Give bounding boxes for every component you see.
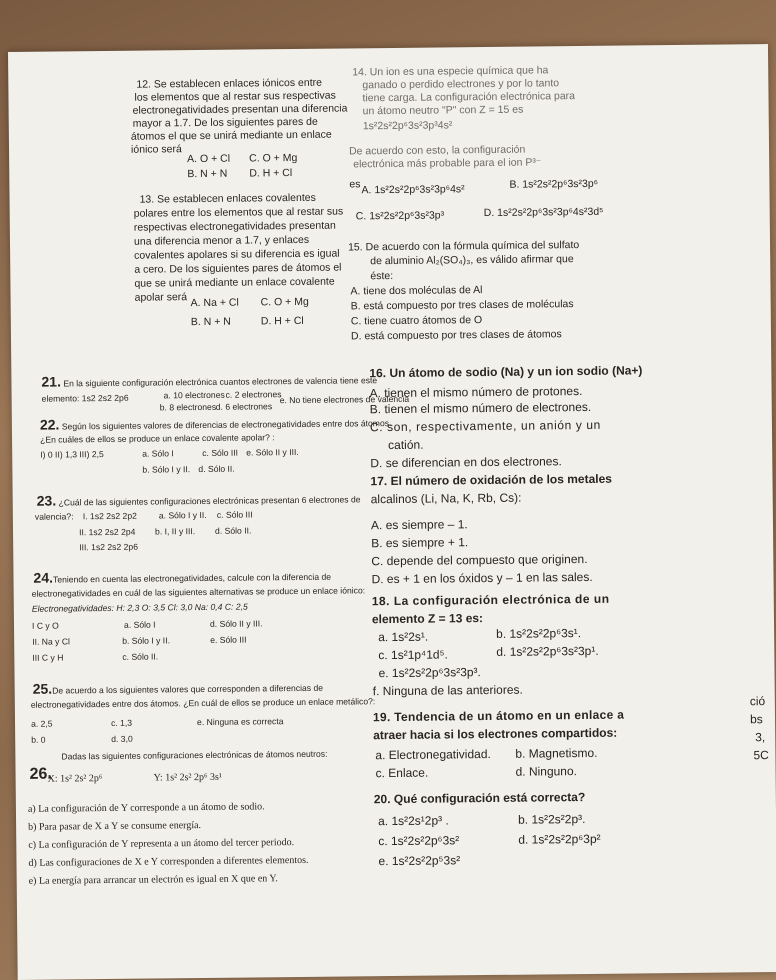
q22-values: I) 0 II) 1,3 III) 2,5 bbox=[40, 449, 104, 460]
worksheet-page bbox=[8, 44, 776, 980]
q26-option-d: d) Las configuraciones de X e Y corresponden a diferentes elementos. bbox=[28, 854, 309, 869]
q17-option-a: A. es siempre – 1. bbox=[370, 517, 468, 533]
q23-config-iii: III. 1s2 2s2 2p6 bbox=[79, 541, 139, 553]
q24-option-c: c. Sólo II. bbox=[122, 651, 159, 662]
q14-option-c: C. 1s²2s²2p⁶3s²3p³ bbox=[355, 209, 445, 223]
q24-stem: Teniendo en cuenta las electronegatividades, calcule con la diferencia de bbox=[52, 571, 332, 585]
q26-option-c: c) La configuración de Y representa a un átomo del tercer periodo. bbox=[28, 837, 295, 851]
q14-line: ganado o perdido electrones y por lo tanto bbox=[362, 77, 560, 92]
q24-option-a: a. Sólo I bbox=[123, 619, 156, 630]
q22-option-e: e. Sólo II y III. bbox=[246, 446, 299, 458]
q25-option-b: b. 0 bbox=[31, 734, 46, 745]
q21-stem-2: elemento: 1s2 2s2 2p6 bbox=[41, 392, 129, 404]
q13-option-d: D. H + Cl bbox=[260, 314, 304, 328]
q26-config-y: Y: 1s² 2s² 2p⁶ 3s¹ bbox=[153, 771, 222, 784]
q15-option-a: A. tiene dos moléculas de Al bbox=[350, 284, 483, 298]
q12-line: mayor a 1.7. De los siguientes pares de bbox=[132, 115, 318, 130]
q13-line: que se unirá mediante un enlace covalente bbox=[134, 275, 335, 290]
q15-option-b: B. está compuesto por tres clases de moléculas bbox=[350, 298, 574, 313]
q14-line: un átomo neutro "P" con Z = 15 es bbox=[362, 103, 524, 118]
q18-title-2: elemento Z = 13 es: bbox=[371, 611, 484, 627]
q23-config-ii: II. 1s2 2s2 2p4 bbox=[78, 526, 136, 538]
q25-option-e: e. Ninguna es correcta bbox=[196, 716, 284, 728]
q16-title: 16. Un átomo de sodio (Na) y un ion sodio (Na+) bbox=[369, 363, 643, 381]
q13-line: una diferencia menor a 1.7, y enlaces bbox=[133, 233, 310, 248]
q25-stem-2: electronegatividades entre dos átomos. ¿En cuál de ellos se produce un enlace metálico?: bbox=[30, 696, 376, 710]
q24-pair-ii: II. Na y Cl bbox=[32, 636, 70, 647]
q12-option-b: B. N + N bbox=[187, 167, 228, 181]
q20-option-b: b. 1s²2s²2p³. bbox=[517, 811, 586, 827]
q12-line: electronegatividades presentan una diferencia bbox=[132, 102, 348, 117]
q14-option-b: B. 1s²2s²2p⁶3s²3p⁶ bbox=[509, 177, 599, 191]
q21-option-d: d. 6 electrones bbox=[215, 401, 273, 412]
q23-stem-2: valencia?: bbox=[34, 511, 74, 522]
q23-config-i: I. 1s2 2s2 2p2 bbox=[82, 510, 137, 522]
q24-option-e: e. Sólo III bbox=[210, 634, 247, 645]
q16-option-d: D. se diferencian en dos electrones. bbox=[370, 454, 562, 471]
q14-line: tiene carga. La configuración electrónica para bbox=[362, 90, 576, 105]
q18-option-c: c. 1s²1p⁴1d⁵. bbox=[378, 647, 448, 663]
q13-line: polares entre los elementos que al restar sus bbox=[133, 205, 344, 220]
q22-option-a: a. Sólo I bbox=[142, 448, 174, 459]
q21-option-c: c. 2 electrones bbox=[225, 389, 282, 400]
q14-option-d: D. 1s²2s²2p⁶3s²3p⁶4s²3d⁵ bbox=[483, 205, 604, 220]
q18-title: 18. La configuración electrónica de un bbox=[371, 591, 610, 609]
q20-option-a: a. 1s²2s¹2p³ . bbox=[378, 813, 449, 829]
q18-option-e: e. 1s²2s²2p⁶3s²3p³. bbox=[378, 665, 481, 681]
q25-option-c: c. 1,3 bbox=[110, 717, 133, 728]
q12-option-c: C. O + Mg bbox=[249, 151, 298, 165]
q15-line: 15. De acuerdo con la fórmula química del sulfato bbox=[348, 239, 580, 254]
q14-lead: De acuerdo con esto, la configuración bbox=[348, 143, 526, 158]
q22-option-d: d. Sólo II. bbox=[198, 463, 235, 475]
q26-stem: Dadas las siguientes configuraciones electrónicas de átomos neutros: bbox=[61, 748, 328, 762]
margin-fragment: ció bbox=[749, 694, 766, 709]
q14-line: 1s²2s²2p⁶3s²3p³4s² bbox=[362, 119, 453, 133]
q21-option-a: a. 10 electrones bbox=[163, 389, 225, 401]
q15-line: éste: bbox=[370, 269, 394, 283]
q16-option-c: C. son, respectivamente, un anión y un bbox=[369, 417, 601, 435]
q24-stem-2: electronegatividades en cuál de las siguientes alternativas se produce un enlace iónico: bbox=[31, 585, 366, 599]
q13-line: respectivas electronegatividades presentan bbox=[133, 219, 336, 234]
q22-stem: Según los siguientes valores de diferencias de electronegatividades entre dos átomos. bbox=[61, 418, 392, 432]
q20-option-e: e. 1s²2s²2p⁵3s² bbox=[378, 853, 461, 869]
q16-option-c-cont: catión. bbox=[388, 437, 424, 453]
q13-line: covalentes apolares si su diferencia es igual bbox=[134, 247, 340, 262]
q20-title: 20. Qué configuración está correcta? bbox=[373, 789, 586, 807]
q23-number: 23. bbox=[36, 492, 57, 509]
q19-option-b: b. Magnetismo. bbox=[515, 745, 598, 761]
q17-option-d: D. es + 1 en los óxidos y – 1 en las sales. bbox=[371, 569, 593, 587]
q21-option-e: e. No tiene electrones de valencia bbox=[279, 393, 410, 406]
q12-line: 12. Se establecen enlaces iónicos entre bbox=[136, 76, 323, 91]
q18-option-a: a. 1s²2s¹. bbox=[378, 629, 429, 645]
q17-option-b: B. es siempre + 1. bbox=[371, 535, 469, 551]
q17-title-2: alcalinos (Li, Na, K, Rb, Cs): bbox=[370, 490, 522, 507]
q24-number: 24. bbox=[33, 569, 54, 586]
q23-option-c: c. Sólo III bbox=[216, 509, 253, 520]
q19-title-2: atraer hacia si los electrones compartidos: bbox=[373, 725, 618, 743]
q12-line: átomos el que se unirá mediante un enlace bbox=[130, 128, 332, 143]
q20-option-d: d. 1s²2s²2p⁶3p² bbox=[518, 831, 601, 847]
q19-option-c: c. Enlace. bbox=[375, 765, 429, 781]
q25-stem: De acuerdo a los siguientes valores que corresponden a diferencias de bbox=[52, 682, 324, 696]
q14-lead: electrónica más probable para el ion P³⁻ bbox=[353, 156, 542, 171]
q24-option-b: b. Sólo I y II. bbox=[122, 635, 170, 646]
q17-title: 17. El número de oxidación de los metales bbox=[370, 471, 612, 489]
q18-option-b: b. 1s²2s²2p⁶3s¹. bbox=[496, 626, 582, 641]
q12-option-d: D. H + Cl bbox=[249, 167, 293, 180]
q21-stem: En la siguiente configuración electrónica cuantos electrones de valencia tiene este bbox=[63, 375, 378, 389]
q24-pair-iii: III C y H bbox=[32, 652, 64, 663]
q21-option-b: b. 8 electrones bbox=[159, 401, 217, 413]
q22-option-c: c. Sólo III bbox=[202, 447, 239, 458]
q26-config-x: X: 1s² 2s² 2p⁶ bbox=[47, 773, 103, 785]
q13-option-a: A. Na + Cl bbox=[190, 296, 239, 310]
q22-option-b: b. Sólo I y II. bbox=[142, 464, 191, 475]
q12-line: los elementos que al restar sus respectivas bbox=[134, 89, 336, 104]
q13-option-c: C. O + Mg bbox=[260, 295, 309, 309]
q19-title: 19. Tendencia de un átomo en un enlace a bbox=[372, 707, 625, 725]
margin-fragment: bs bbox=[749, 712, 763, 727]
margin-fragment: 3, bbox=[755, 730, 766, 745]
q22-stem-2: ¿En cuáles de ellos se produce un enlace covalente apolar? : bbox=[40, 432, 275, 445]
q18-option-d: d. 1s²2s²2p⁶3s²3p¹. bbox=[496, 643, 599, 659]
q19-option-a: a. Electronegatividad. bbox=[375, 746, 491, 763]
q13-line: a cero. De los siguientes pares de átomos el bbox=[134, 261, 342, 276]
q23-option-d: d. Sólo II. bbox=[214, 525, 252, 536]
q16-option-b: B. tienen el mismo número de electrones. bbox=[369, 399, 592, 417]
q23-stem: ¿Cuál de las siguientes configuraciones electrónicas presentan 6 electrones de bbox=[58, 494, 361, 508]
q14-option-a: A. 1s²2s²2p⁶3s²3p⁶4s² bbox=[361, 183, 465, 197]
q21-number: 21. bbox=[41, 373, 62, 390]
q23-option-b: b. I, II y III. bbox=[154, 526, 196, 537]
q14-lead: es bbox=[349, 178, 361, 191]
q25-option-a: a. 2,5 bbox=[30, 718, 53, 729]
q25-option-d: d. 3,0 bbox=[111, 733, 133, 744]
q26-number: 26. bbox=[29, 765, 52, 783]
q23-option-a: a. Sólo I y II. bbox=[158, 509, 207, 521]
q20-option-c: c. 1s²2s²2p⁶3s² bbox=[378, 833, 460, 849]
q13-line: 13. Se establecen enlaces covalentes bbox=[139, 191, 316, 206]
q25-number: 25. bbox=[32, 680, 53, 697]
q12-option-a: A. O + Cl bbox=[187, 152, 231, 166]
q12-line: iónico será bbox=[130, 143, 182, 156]
q16-option-a: A. tienen el mismo número de protones. bbox=[369, 384, 583, 401]
q17-option-c: C. depende del compuesto que originen. bbox=[371, 551, 588, 569]
q24-electronegativities: Electronegatividades: H: 2,3 O: 3,5 Cl: 3,0 Na: 0,4 C: 2,5 bbox=[31, 601, 248, 614]
q19-option-d: d. Ninguno. bbox=[515, 764, 578, 779]
q26-option-b: b) Para pasar de X a Y se consume energía. bbox=[28, 820, 202, 833]
q24-pair-i: I C y O bbox=[31, 620, 59, 631]
q13-option-b: B. N + N bbox=[190, 315, 231, 329]
q26-option-a: a) La configuración de Y corresponde a un átomo de sodio. bbox=[27, 801, 265, 815]
q14-line: 14. Un ion es una especie química que ha bbox=[352, 64, 549, 79]
q15-option-d: D. está compuesto por tres clases de átomos bbox=[350, 328, 562, 343]
q15-line: de aluminio Al₂(SO₄)₃, es válido afirmar que bbox=[370, 253, 574, 268]
q18-option-f: f. Ninguna de las anteriores. bbox=[372, 682, 523, 699]
margin-fragment: 5C bbox=[753, 748, 769, 763]
q24-option-d: d. Sólo II y III. bbox=[209, 618, 263, 629]
q22-number: 22. bbox=[39, 416, 60, 433]
q13-line: apolar será bbox=[134, 291, 188, 304]
q15-option-c: C. tiene cuatro átomos de O bbox=[350, 314, 483, 328]
q26-option-e: e) La energía para arrancar un electrón es igual en X que en Y. bbox=[28, 873, 278, 887]
